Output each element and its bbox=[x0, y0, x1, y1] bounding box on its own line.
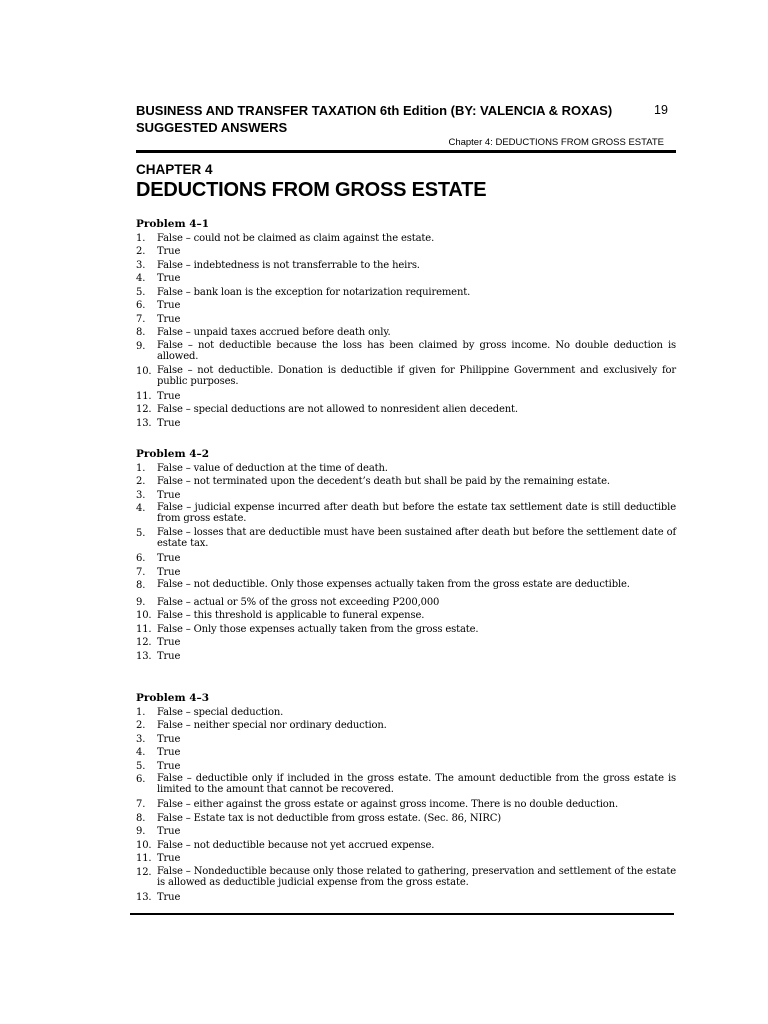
item-number: 7. bbox=[136, 313, 146, 325]
item-number: 1. bbox=[136, 462, 146, 474]
item-number: 1. bbox=[136, 232, 146, 244]
item-text: True bbox=[157, 246, 181, 257]
answer-item bbox=[136, 403, 676, 417]
item-number: 11. bbox=[136, 623, 152, 635]
item-text: True bbox=[157, 566, 181, 578]
item-number: 2. bbox=[136, 720, 146, 731]
answer-item bbox=[136, 417, 676, 431]
item-number: 9. bbox=[136, 596, 146, 608]
item-text: False – either against the gross estate or against gross income. There is no double deduction. bbox=[157, 799, 618, 810]
problem-title: Problem 4–2 bbox=[136, 448, 210, 460]
item-text: True bbox=[157, 390, 181, 402]
item-number: 10. bbox=[136, 839, 152, 851]
book-title: BUSINESS AND TRANSFER TAXATION 6th Edition (BY: VALENCIA & ROXAS) bbox=[136, 103, 613, 118]
answer-item bbox=[136, 552, 676, 566]
item-number: 12. bbox=[136, 404, 152, 415]
item-number: 11. bbox=[136, 853, 152, 864]
answer-item bbox=[136, 475, 676, 489]
item-text: True bbox=[157, 760, 181, 772]
item-number: 6. bbox=[136, 300, 146, 311]
item-text: True bbox=[157, 273, 181, 284]
item-number: 7. bbox=[136, 566, 146, 578]
item-number: 13. bbox=[136, 417, 152, 429]
item-text: True bbox=[157, 553, 181, 564]
item-text: True bbox=[157, 313, 181, 325]
answer-item bbox=[136, 299, 676, 313]
answer-item bbox=[136, 596, 676, 610]
item-number: 8. bbox=[136, 580, 146, 591]
item-text: True bbox=[157, 853, 181, 864]
item-text: True bbox=[157, 650, 181, 662]
answer-item bbox=[136, 839, 676, 853]
answer-item bbox=[136, 390, 676, 404]
answer-item bbox=[136, 245, 676, 259]
item-number: 12. bbox=[136, 637, 152, 648]
item-number: 11. bbox=[136, 390, 152, 402]
item-number: 5. bbox=[136, 286, 146, 298]
problem-4-3 bbox=[136, 692, 676, 904]
item-text: False – indebtedness is not transferrable to the heirs. bbox=[157, 259, 420, 271]
item-text: False – Nondeductible because only those related to gathering, preservation and settlement of the estate is allowed as deductible judicial expense from the gross estate. bbox=[157, 865, 676, 888]
item-text: False – actual or 5% of the gross not exceeding P200,000 bbox=[157, 596, 440, 608]
item-number: 10. bbox=[136, 610, 152, 621]
footer-rule bbox=[130, 913, 674, 915]
answer-item bbox=[136, 502, 676, 524]
item-number: 3. bbox=[136, 259, 146, 271]
item-number: 3. bbox=[136, 489, 146, 501]
answer-item bbox=[136, 272, 676, 286]
item-text: False – bank loan is the exception for notarization requirement. bbox=[157, 286, 471, 298]
item-text: False – judicial expense incurred after death but before the estate tax settlement date is still deductible from gross estate. bbox=[157, 502, 676, 524]
problem-4-2 bbox=[136, 448, 676, 663]
item-text: True bbox=[157, 733, 181, 745]
item-text: False – neither special nor ordinary deduction. bbox=[157, 720, 387, 731]
item-number: 2. bbox=[136, 476, 146, 487]
item-number: 5. bbox=[136, 528, 146, 539]
item-number: 3. bbox=[136, 733, 146, 745]
item-number: 7. bbox=[136, 799, 146, 810]
item-text: False – not deductible because the loss has been claimed by gross income. No double deduction is allowed. bbox=[157, 339, 676, 362]
item-text: False – special deduction. bbox=[157, 706, 284, 718]
item-text: False – not deductible. Donation is deductible if given for Philippine Government and exclusively for public purposes. bbox=[157, 364, 676, 387]
item-number: 9. bbox=[136, 340, 146, 352]
item-number: 5. bbox=[136, 760, 146, 772]
item-text: False – deductible only if included in the gross estate. The amount deductible from the gross estate is limited to the amount that cannot be recovered. bbox=[157, 773, 676, 795]
answer-item bbox=[136, 326, 676, 340]
answer-item bbox=[136, 760, 676, 774]
item-number: 1. bbox=[136, 706, 146, 718]
answer-item bbox=[136, 579, 676, 593]
header-rule bbox=[136, 150, 676, 153]
answer-item bbox=[136, 733, 676, 747]
answer-item bbox=[136, 798, 676, 812]
item-text: True bbox=[157, 300, 181, 311]
answer-item bbox=[136, 866, 676, 888]
item-text: True bbox=[157, 891, 181, 903]
item-number: 9. bbox=[136, 826, 146, 837]
answer-item bbox=[136, 365, 676, 387]
answer-item bbox=[136, 746, 676, 760]
item-text: False – Only those expenses actually taken from the gross estate. bbox=[157, 623, 479, 635]
item-text: True bbox=[157, 747, 181, 758]
answer-item bbox=[136, 527, 676, 549]
item-number: 6. bbox=[136, 553, 146, 564]
answer-item bbox=[136, 232, 676, 246]
answer-item bbox=[136, 812, 676, 826]
suggested-answers-subtitle: SUGGESTED ANSWERS bbox=[136, 120, 288, 135]
item-text: True bbox=[157, 417, 181, 429]
answer-item bbox=[136, 286, 676, 300]
answer-item bbox=[136, 609, 676, 623]
item-text: False – losses that are deductible must have been sustained after death but before the settlement date of estate tax. bbox=[157, 527, 676, 549]
answer-item bbox=[136, 773, 676, 795]
item-text: False – unpaid taxes accrued before death only. bbox=[157, 327, 391, 338]
item-text: False – not deductible because not yet accrued expense. bbox=[157, 839, 435, 851]
problem-title: Problem 4–1 bbox=[136, 218, 210, 230]
page-number: 19 bbox=[654, 103, 668, 117]
answer-item bbox=[136, 719, 676, 733]
answer-item bbox=[136, 636, 676, 650]
item-text: False – could not be claimed as claim against the estate. bbox=[157, 232, 435, 244]
answer-item bbox=[136, 650, 676, 664]
running-chapter-ref: Chapter 4: DEDUCTIONS FROM GROSS ESTATE bbox=[448, 137, 664, 148]
item-text: False – Estate tax is not deductible from gross estate. (Sec. 86, NIRC) bbox=[157, 812, 501, 824]
answer-item bbox=[136, 706, 676, 720]
answer-item bbox=[136, 313, 676, 327]
item-text: True bbox=[157, 489, 181, 501]
answer-item bbox=[136, 340, 676, 362]
answer-item bbox=[136, 825, 676, 839]
item-number: 8. bbox=[136, 812, 146, 824]
item-text: False – not deductible. Only those expenses actually taken from the gross estate are deductible. bbox=[157, 579, 630, 590]
answer-item bbox=[136, 566, 676, 580]
item-number: 4. bbox=[136, 747, 146, 758]
answer-item bbox=[136, 891, 676, 905]
item-number: 13. bbox=[136, 650, 152, 662]
item-text: False – special deductions are not allowed to nonresident alien decedent. bbox=[157, 404, 518, 415]
item-number: 6. bbox=[136, 774, 146, 785]
answer-item bbox=[136, 623, 676, 637]
chapter-label: CHAPTER 4 bbox=[136, 162, 213, 177]
item-number: 2. bbox=[136, 246, 146, 257]
item-text: False – value of deduction at the time of death. bbox=[157, 462, 388, 474]
item-text: False – this threshold is applicable to funeral expense. bbox=[157, 610, 425, 621]
answer-item bbox=[136, 259, 676, 273]
item-text: False – not terminated upon the decedent’s death but shall be paid by the remaining estate. bbox=[157, 476, 610, 487]
item-number: 12. bbox=[136, 866, 152, 878]
item-number: 13. bbox=[136, 891, 152, 903]
item-number: 4. bbox=[136, 503, 146, 514]
item-text: True bbox=[157, 637, 181, 648]
answer-item bbox=[136, 489, 676, 503]
answer-item bbox=[136, 462, 676, 476]
page-header bbox=[136, 102, 676, 153]
item-number: 8. bbox=[136, 327, 146, 338]
problem-4-1 bbox=[136, 218, 676, 430]
item-text: True bbox=[157, 826, 181, 837]
answer-item bbox=[136, 852, 676, 866]
problem-title: Problem 4–3 bbox=[136, 692, 210, 704]
item-number: 4. bbox=[136, 273, 146, 284]
item-number: 10. bbox=[136, 365, 152, 377]
chapter-title: DEDUCTIONS FROM GROSS ESTATE bbox=[136, 179, 487, 201]
